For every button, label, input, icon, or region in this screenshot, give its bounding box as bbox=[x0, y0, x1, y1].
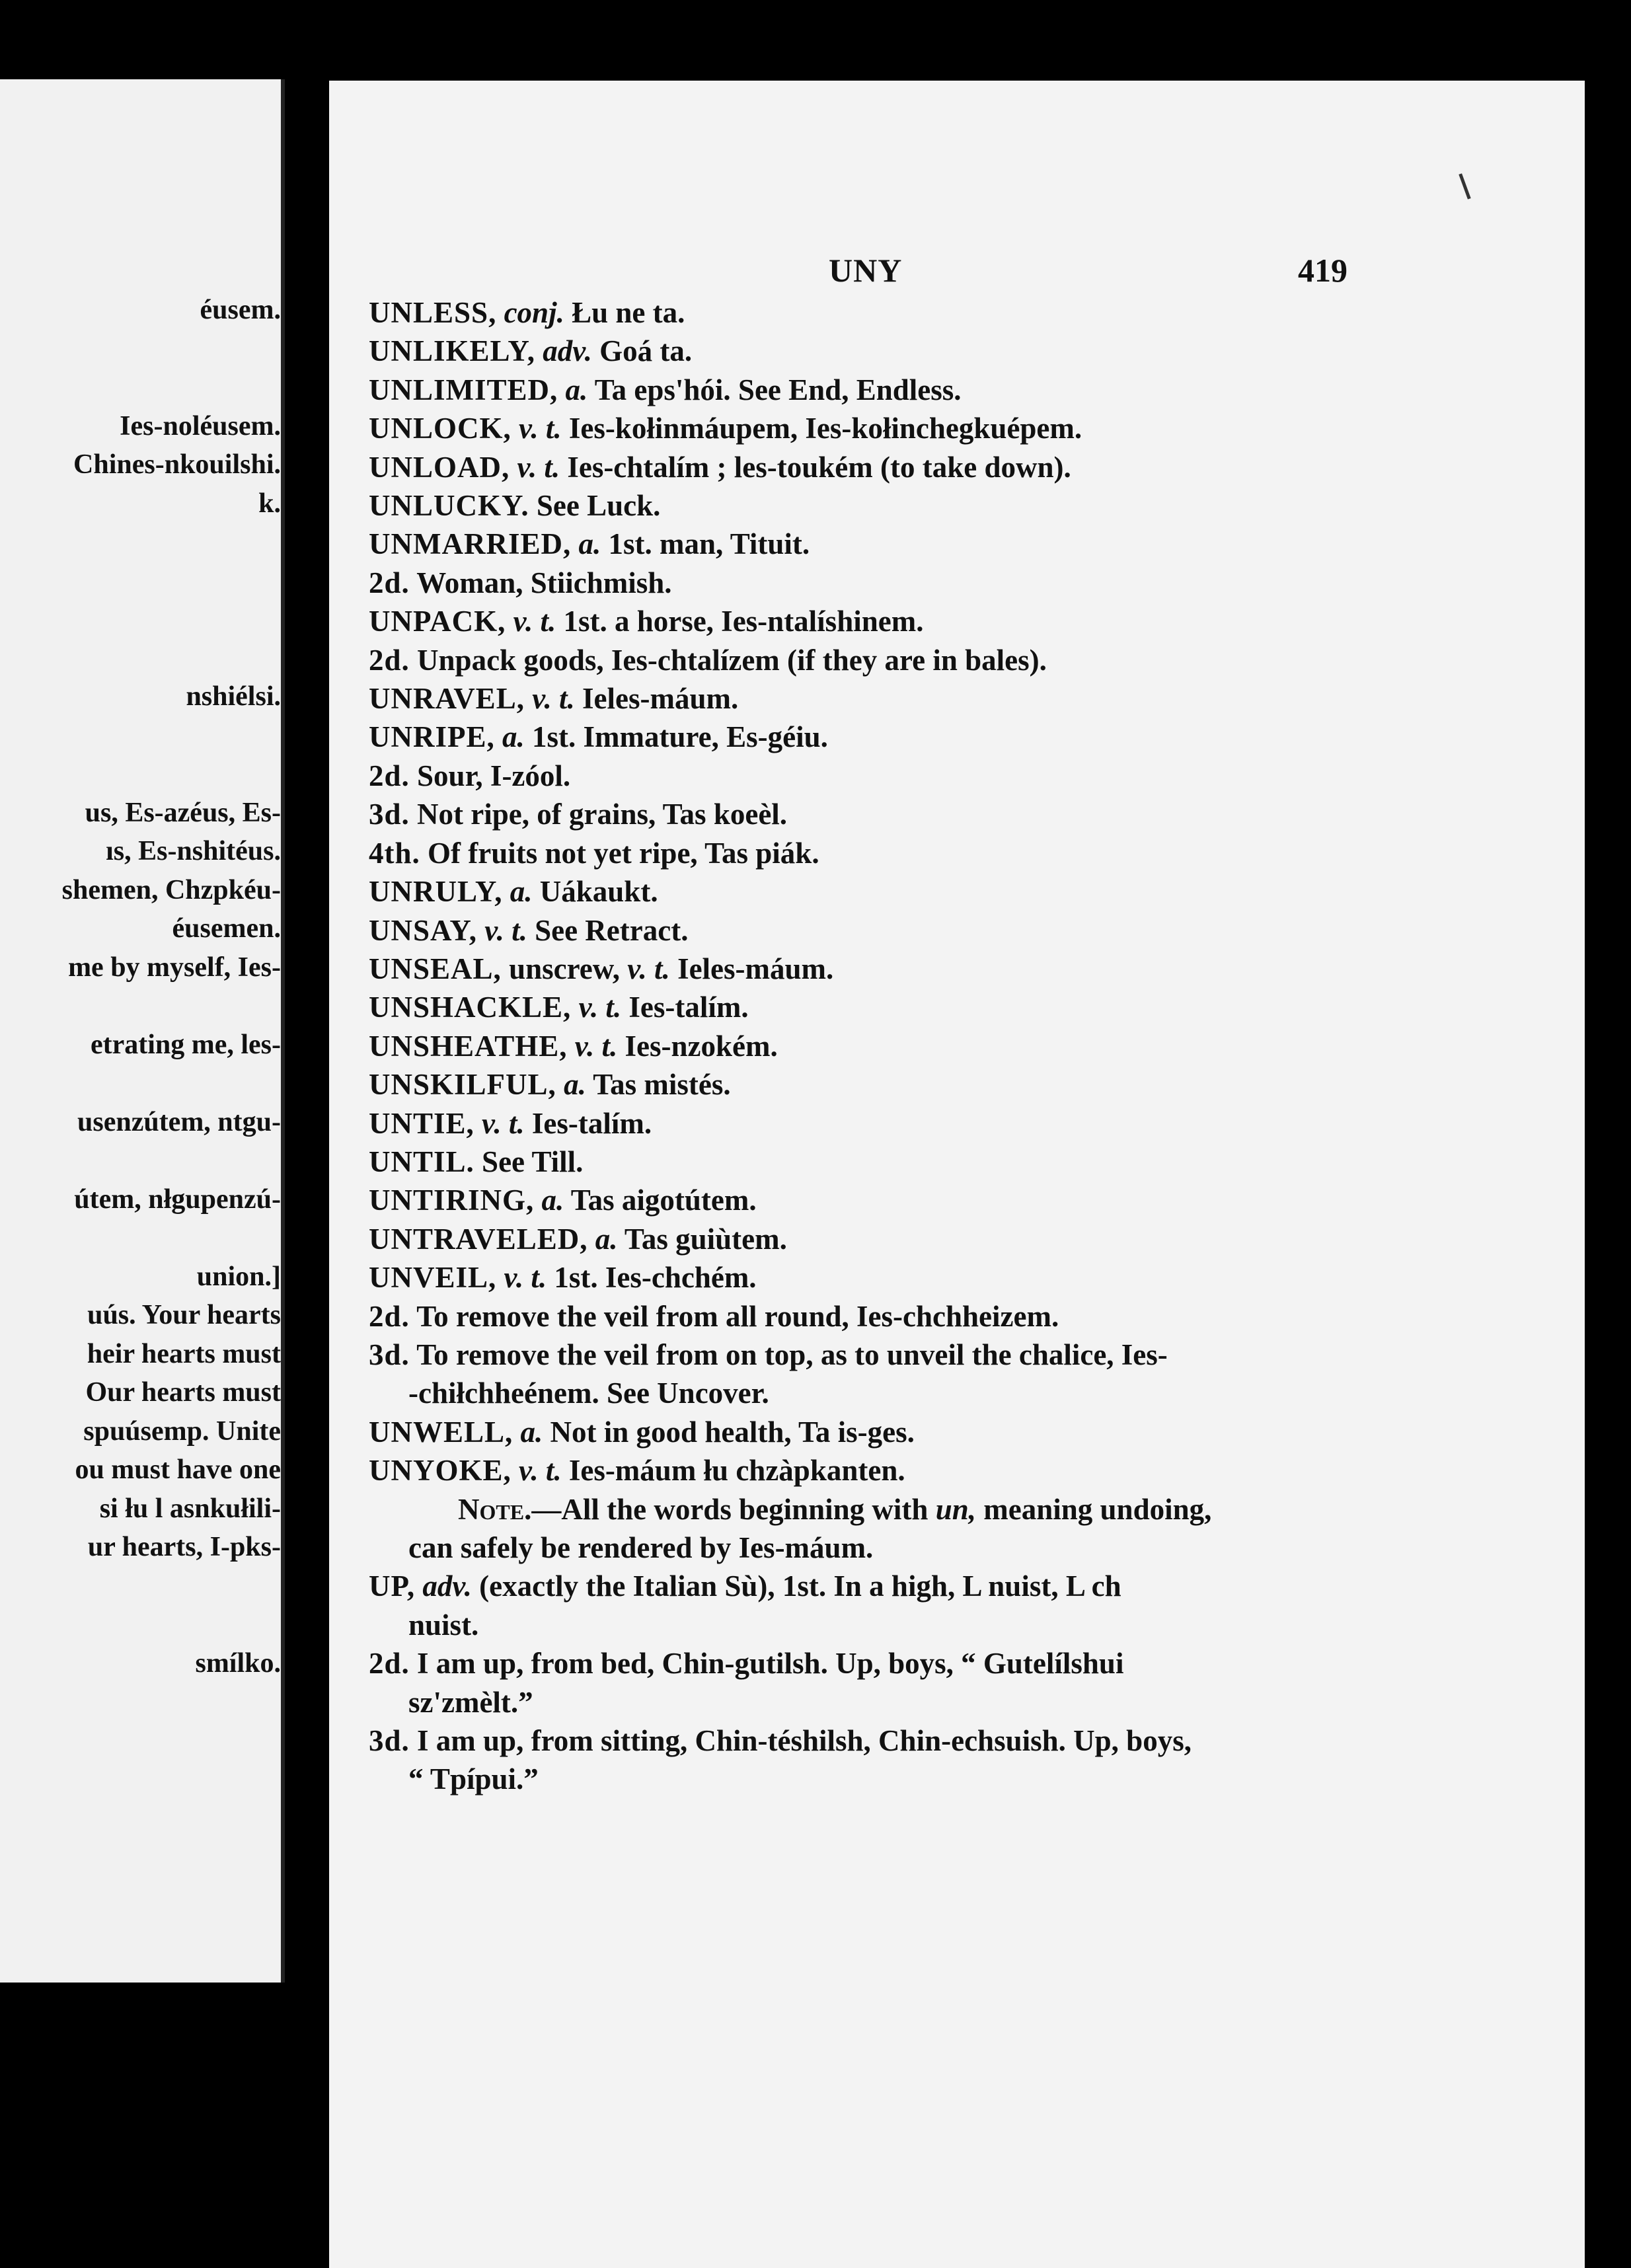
dictionary-entry bbox=[369, 332, 1347, 370]
entry-grammar: a. bbox=[564, 1068, 586, 1102]
entry-text bbox=[512, 412, 519, 445]
entry-headword: UNSKILFUL, bbox=[369, 1068, 556, 1102]
entry-headword: 2d. bbox=[369, 566, 410, 599]
entry-grammar: v. t. bbox=[519, 412, 562, 445]
left-page-line: me by myself, Ies- bbox=[68, 952, 281, 983]
entry-text: Not ripe, of grains, Tas koeèl. bbox=[409, 798, 788, 831]
right-page bbox=[329, 81, 1585, 2268]
dictionary-entry bbox=[369, 1413, 1347, 1451]
entry-text: (exactly the Italian Sù), 1st. In a high, L nuist, L ch bbox=[471, 1569, 1121, 1603]
entry-text: Tas aigotútem. bbox=[564, 1184, 757, 1217]
left-page-line: útem, nłgupenzú- bbox=[74, 1184, 281, 1215]
entry-text: See Luck. bbox=[529, 489, 661, 523]
left-page-line bbox=[0, 1219, 281, 1258]
entry-text: Tas guiùtem. bbox=[617, 1222, 787, 1256]
dictionary-entry bbox=[369, 911, 1347, 950]
entry-grammar: v. t. bbox=[482, 1106, 525, 1140]
dictionary-entry bbox=[369, 950, 1347, 988]
entry-text: Of fruits not yet ripe, Tas piák. bbox=[420, 836, 819, 870]
dictionary-entry bbox=[369, 1065, 1347, 1104]
dictionary-entry bbox=[369, 1760, 1347, 1798]
dictionary-entry bbox=[369, 757, 1347, 795]
entry-text: sz'zmèlt.” bbox=[408, 1685, 533, 1719]
entry-text bbox=[571, 527, 578, 560]
entry-grammar: v. t. bbox=[532, 682, 575, 716]
entry-grammar: a. bbox=[541, 1184, 564, 1217]
left-page-line: spuúsemp. Unite bbox=[83, 1416, 281, 1447]
entry-headword: UNRULY, bbox=[369, 875, 503, 909]
dictionary-entry bbox=[369, 1529, 1347, 1567]
dictionary-entry bbox=[369, 564, 1347, 602]
entry-text: Ieles-máum. bbox=[574, 682, 739, 716]
dictionary-entry bbox=[369, 1181, 1347, 1219]
entry-text: See Till. bbox=[474, 1145, 584, 1178]
entry-headword: UNRIPE, bbox=[369, 720, 495, 754]
dictionary-entry bbox=[369, 1336, 1347, 1374]
entry-text: Ies-talím. bbox=[621, 991, 749, 1024]
left-page-line bbox=[0, 523, 281, 562]
page-number: 419 bbox=[1298, 252, 1347, 289]
entry-grammar: a. bbox=[595, 1222, 618, 1256]
left-page-line: heir hearts must bbox=[87, 1338, 281, 1369]
left-page-line bbox=[0, 755, 281, 794]
entry-headword: 3d. bbox=[369, 1338, 410, 1371]
left-page-line: ur hearts, I-pks- bbox=[87, 1532, 281, 1562]
left-page-line: shemen, Chzpkéu- bbox=[61, 874, 281, 905]
left-page-line: ıs, Es-nshitéus. bbox=[106, 836, 281, 866]
entry-grammar: a. bbox=[502, 720, 525, 754]
entry-grammar: adv. bbox=[422, 1569, 472, 1603]
entry-text bbox=[506, 605, 513, 638]
running-head: UNY bbox=[829, 252, 903, 289]
left-page-line: éusem. bbox=[200, 295, 281, 325]
dictionary-entry bbox=[369, 1143, 1347, 1181]
entry-headword: UNMARRIED, bbox=[369, 527, 572, 561]
entry-grammar: a. bbox=[510, 875, 533, 909]
entry-headword: 2d. bbox=[369, 1299, 410, 1333]
left-page-line: éusemen. bbox=[172, 913, 281, 944]
left-page-line bbox=[0, 562, 281, 601]
dictionary-entry bbox=[369, 1374, 1347, 1412]
dictionary-entry bbox=[369, 1451, 1347, 1490]
left-page-line bbox=[0, 639, 281, 678]
left-page-line bbox=[0, 1567, 281, 1606]
entry-headword: 4th. bbox=[369, 836, 420, 870]
dictionary-entry bbox=[369, 602, 1347, 640]
dictionary-entry bbox=[369, 1606, 1347, 1644]
entry-headword: UP, bbox=[369, 1569, 416, 1603]
entry-headword: UNWELL, bbox=[369, 1415, 513, 1449]
entry-headword: UNSHACKLE, bbox=[369, 991, 572, 1024]
left-page bbox=[0, 79, 285, 1983]
entry-headword: UNSEAL, bbox=[369, 952, 502, 985]
entry-grammar: v. t. bbox=[627, 952, 670, 985]
entry-headword: UNTIL. bbox=[369, 1145, 474, 1178]
dictionary-entry bbox=[369, 1683, 1347, 1721]
entry-grammar: a. bbox=[565, 373, 588, 406]
entry-text: meaning undoing, bbox=[976, 1492, 1212, 1526]
entry-headword: UNSHEATHE, bbox=[369, 1029, 568, 1063]
left-page-line: nshiélsi. bbox=[186, 681, 281, 712]
entry-grammar: conj. bbox=[504, 296, 564, 329]
left-page-line: etrating me, les- bbox=[90, 1029, 281, 1060]
dictionary-entry bbox=[369, 795, 1347, 833]
left-page-line: us, Es-azéus, Es- bbox=[85, 797, 281, 828]
entry-text: I am up, from bed, Chin-gutilsh. Up, boys, “ Gutelílshui bbox=[409, 1647, 1124, 1681]
entry-grammar: a. bbox=[520, 1415, 543, 1449]
left-page-line bbox=[0, 987, 281, 1026]
left-page-line: union.] bbox=[196, 1261, 281, 1292]
left-page-line: Our hearts must bbox=[85, 1377, 281, 1408]
entry-text: Ies-talím. bbox=[524, 1106, 652, 1140]
dictionary-entry bbox=[369, 679, 1347, 718]
entry-headword: UNLESS, bbox=[369, 296, 497, 329]
left-page-line bbox=[0, 716, 281, 755]
entry-text: Sour, I-zóol. bbox=[409, 759, 571, 792]
left-page-line: usenzútem, ntgu- bbox=[77, 1106, 281, 1137]
entry-text bbox=[588, 1223, 595, 1256]
entry-text: unscrew, bbox=[501, 952, 628, 985]
entry-text bbox=[525, 682, 532, 715]
left-page-line bbox=[0, 1605, 281, 1644]
entry-text: Ies-nzokém. bbox=[617, 1029, 778, 1063]
dictionary-entry bbox=[369, 448, 1347, 486]
entry-headword: UNLOAD, bbox=[369, 450, 510, 484]
entry-grammar: un, bbox=[935, 1492, 976, 1526]
entry-text: Ies-máum łu chzàpkanten. bbox=[561, 1454, 905, 1488]
dictionary-entry bbox=[369, 1104, 1347, 1143]
entry-text: Goá ta. bbox=[591, 334, 693, 368]
left-page-line: smílko. bbox=[195, 1647, 281, 1679]
entry-text bbox=[534, 1184, 541, 1217]
entry-text: 1st. man, Tituit. bbox=[601, 527, 810, 561]
entry-text: Ies-chtalím ; les-toukém (to take down). bbox=[560, 450, 1071, 484]
entry-text bbox=[513, 1416, 520, 1449]
entry-headword: UNLIKELY, bbox=[369, 334, 536, 368]
entry-headword: 2d. bbox=[369, 759, 410, 792]
dictionary-entries bbox=[369, 293, 1347, 1799]
left-page-line: si łu l asnkułili- bbox=[99, 1493, 281, 1524]
entry-headword: UNPACK, bbox=[369, 605, 506, 638]
entry-text: Ta eps'hói. See End, Endless. bbox=[588, 373, 962, 406]
entry-headword: UNLUCKY. bbox=[369, 489, 529, 523]
entry-headword: UNRAVEL, bbox=[369, 682, 525, 716]
entry-text: Unpack goods, Ies-chtalízem (if they are in bales). bbox=[409, 643, 1047, 677]
entry-headword: UNSAY, bbox=[369, 913, 478, 947]
entry-text bbox=[556, 1068, 564, 1101]
left-page-line bbox=[0, 1064, 281, 1103]
entry-text: 1st. Immature, Es-géiu. bbox=[524, 720, 828, 754]
dictionary-entry bbox=[369, 641, 1347, 679]
entry-text: Uákaukt. bbox=[532, 875, 658, 909]
entry-text bbox=[495, 720, 502, 753]
left-page-line bbox=[0, 368, 281, 407]
dictionary-entry bbox=[369, 1027, 1347, 1065]
entry-headword: 2d. bbox=[369, 643, 410, 677]
entry-headword: UNYOKE, bbox=[369, 1454, 512, 1488]
dictionary-entry bbox=[369, 1490, 1347, 1529]
entry-grammar: adv. bbox=[543, 334, 592, 368]
entry-text bbox=[558, 373, 565, 406]
dictionary-entry bbox=[369, 409, 1347, 447]
dictionary-entry bbox=[369, 486, 1347, 525]
entry-text: —All the words beginning with bbox=[531, 1492, 936, 1526]
entry-text bbox=[571, 991, 578, 1024]
entry-headword: Note. bbox=[458, 1492, 532, 1526]
entry-headword: 3d. bbox=[369, 798, 410, 831]
entry-grammar: a. bbox=[578, 527, 601, 561]
entry-text bbox=[477, 914, 484, 947]
entry-grammar: v. t. bbox=[484, 913, 527, 947]
left-page-line bbox=[0, 600, 281, 639]
entry-headword: 3d. bbox=[369, 1724, 410, 1758]
entry-text: Łu ne ta. bbox=[564, 296, 685, 329]
entry-grammar: v. t. bbox=[578, 991, 622, 1024]
dictionary-entry bbox=[369, 371, 1347, 409]
dictionary-entry bbox=[369, 872, 1347, 911]
entry-text: nuist. bbox=[408, 1608, 479, 1642]
entry-headword: 2d. bbox=[369, 1647, 410, 1681]
dictionary-entry bbox=[369, 525, 1347, 563]
entry-text bbox=[496, 296, 504, 329]
entry-text bbox=[503, 875, 510, 908]
entry-text: To remove the veil from on top, as to unveil the chalice, Ies- bbox=[409, 1338, 1168, 1371]
dictionary-entry bbox=[369, 1721, 1347, 1760]
left-page-line: ou must have one bbox=[75, 1455, 281, 1485]
left-page-line bbox=[0, 330, 281, 369]
entry-text bbox=[512, 1454, 519, 1487]
dictionary-entry bbox=[369, 1644, 1347, 1682]
entry-grammar: v. t. bbox=[513, 605, 556, 638]
entry-text bbox=[510, 451, 517, 484]
entry-text: Woman, Stiichmish. bbox=[409, 566, 672, 599]
entry-headword: UNTRAVELED, bbox=[369, 1222, 588, 1256]
entry-text: can safely be rendered by Ies-máum. bbox=[408, 1531, 874, 1564]
dictionary-entry bbox=[369, 718, 1347, 756]
entry-headword: UNLIMITED, bbox=[369, 373, 558, 406]
entry-text bbox=[474, 1107, 482, 1140]
entry-grammar: v. t. bbox=[504, 1261, 547, 1295]
entry-headword: UNTIRING, bbox=[369, 1184, 535, 1217]
left-page-line: k. bbox=[258, 488, 281, 519]
dictionary-entry bbox=[369, 834, 1347, 872]
entry-grammar: v. t. bbox=[519, 1454, 562, 1488]
entry-text bbox=[567, 1030, 574, 1063]
entry-text: 1st. Ies-chchém. bbox=[547, 1261, 757, 1295]
entry-grammar: v. t. bbox=[517, 450, 560, 484]
entry-text: “ Tpípui.” bbox=[408, 1762, 539, 1796]
left-page-line: uús. Your hearts bbox=[87, 1300, 281, 1330]
dictionary-entry bbox=[369, 1258, 1347, 1297]
dictionary-entry bbox=[369, 1297, 1347, 1336]
left-page-line bbox=[0, 1141, 281, 1180]
entry-text: 1st. a horse, Ies-ntalíshinem. bbox=[556, 605, 924, 638]
entry-headword: UNTIE, bbox=[369, 1106, 474, 1140]
dictionary-entry bbox=[369, 1567, 1347, 1605]
entry-text: I am up, from sitting, Chin-téshilsh, Chin-echsuish. Up, boys, bbox=[409, 1724, 1192, 1758]
entry-text bbox=[535, 334, 543, 367]
entry-text: To remove the veil from all round, Ies-chchheizem. bbox=[409, 1299, 1059, 1333]
entry-headword: UNVEIL, bbox=[369, 1261, 497, 1295]
entry-text: Tas mistés. bbox=[586, 1068, 731, 1102]
entry-text: Not in good health, Ta is-ges. bbox=[543, 1415, 915, 1449]
dictionary-entry bbox=[369, 1220, 1347, 1258]
left-page-line: Ies-noléusem. bbox=[120, 410, 281, 441]
entry-text: Ies-kołinmáupem, Ies-kołinchegkuépem. bbox=[561, 412, 1082, 445]
entry-text bbox=[496, 1261, 504, 1294]
dictionary-entry bbox=[369, 988, 1347, 1026]
entry-text bbox=[415, 1569, 422, 1603]
left-page-text bbox=[0, 291, 281, 1682]
entry-text: See Retract. bbox=[527, 913, 689, 947]
left-page-line: Chines-nkouilshi. bbox=[73, 449, 281, 480]
entry-text: -chiłchheénem. See Uncover. bbox=[408, 1377, 769, 1410]
entry-headword: UNLOCK, bbox=[369, 412, 512, 445]
dictionary-entry bbox=[369, 293, 1347, 332]
entry-text: Ieles-máum. bbox=[669, 952, 834, 985]
entry-grammar: v. t. bbox=[574, 1029, 618, 1063]
